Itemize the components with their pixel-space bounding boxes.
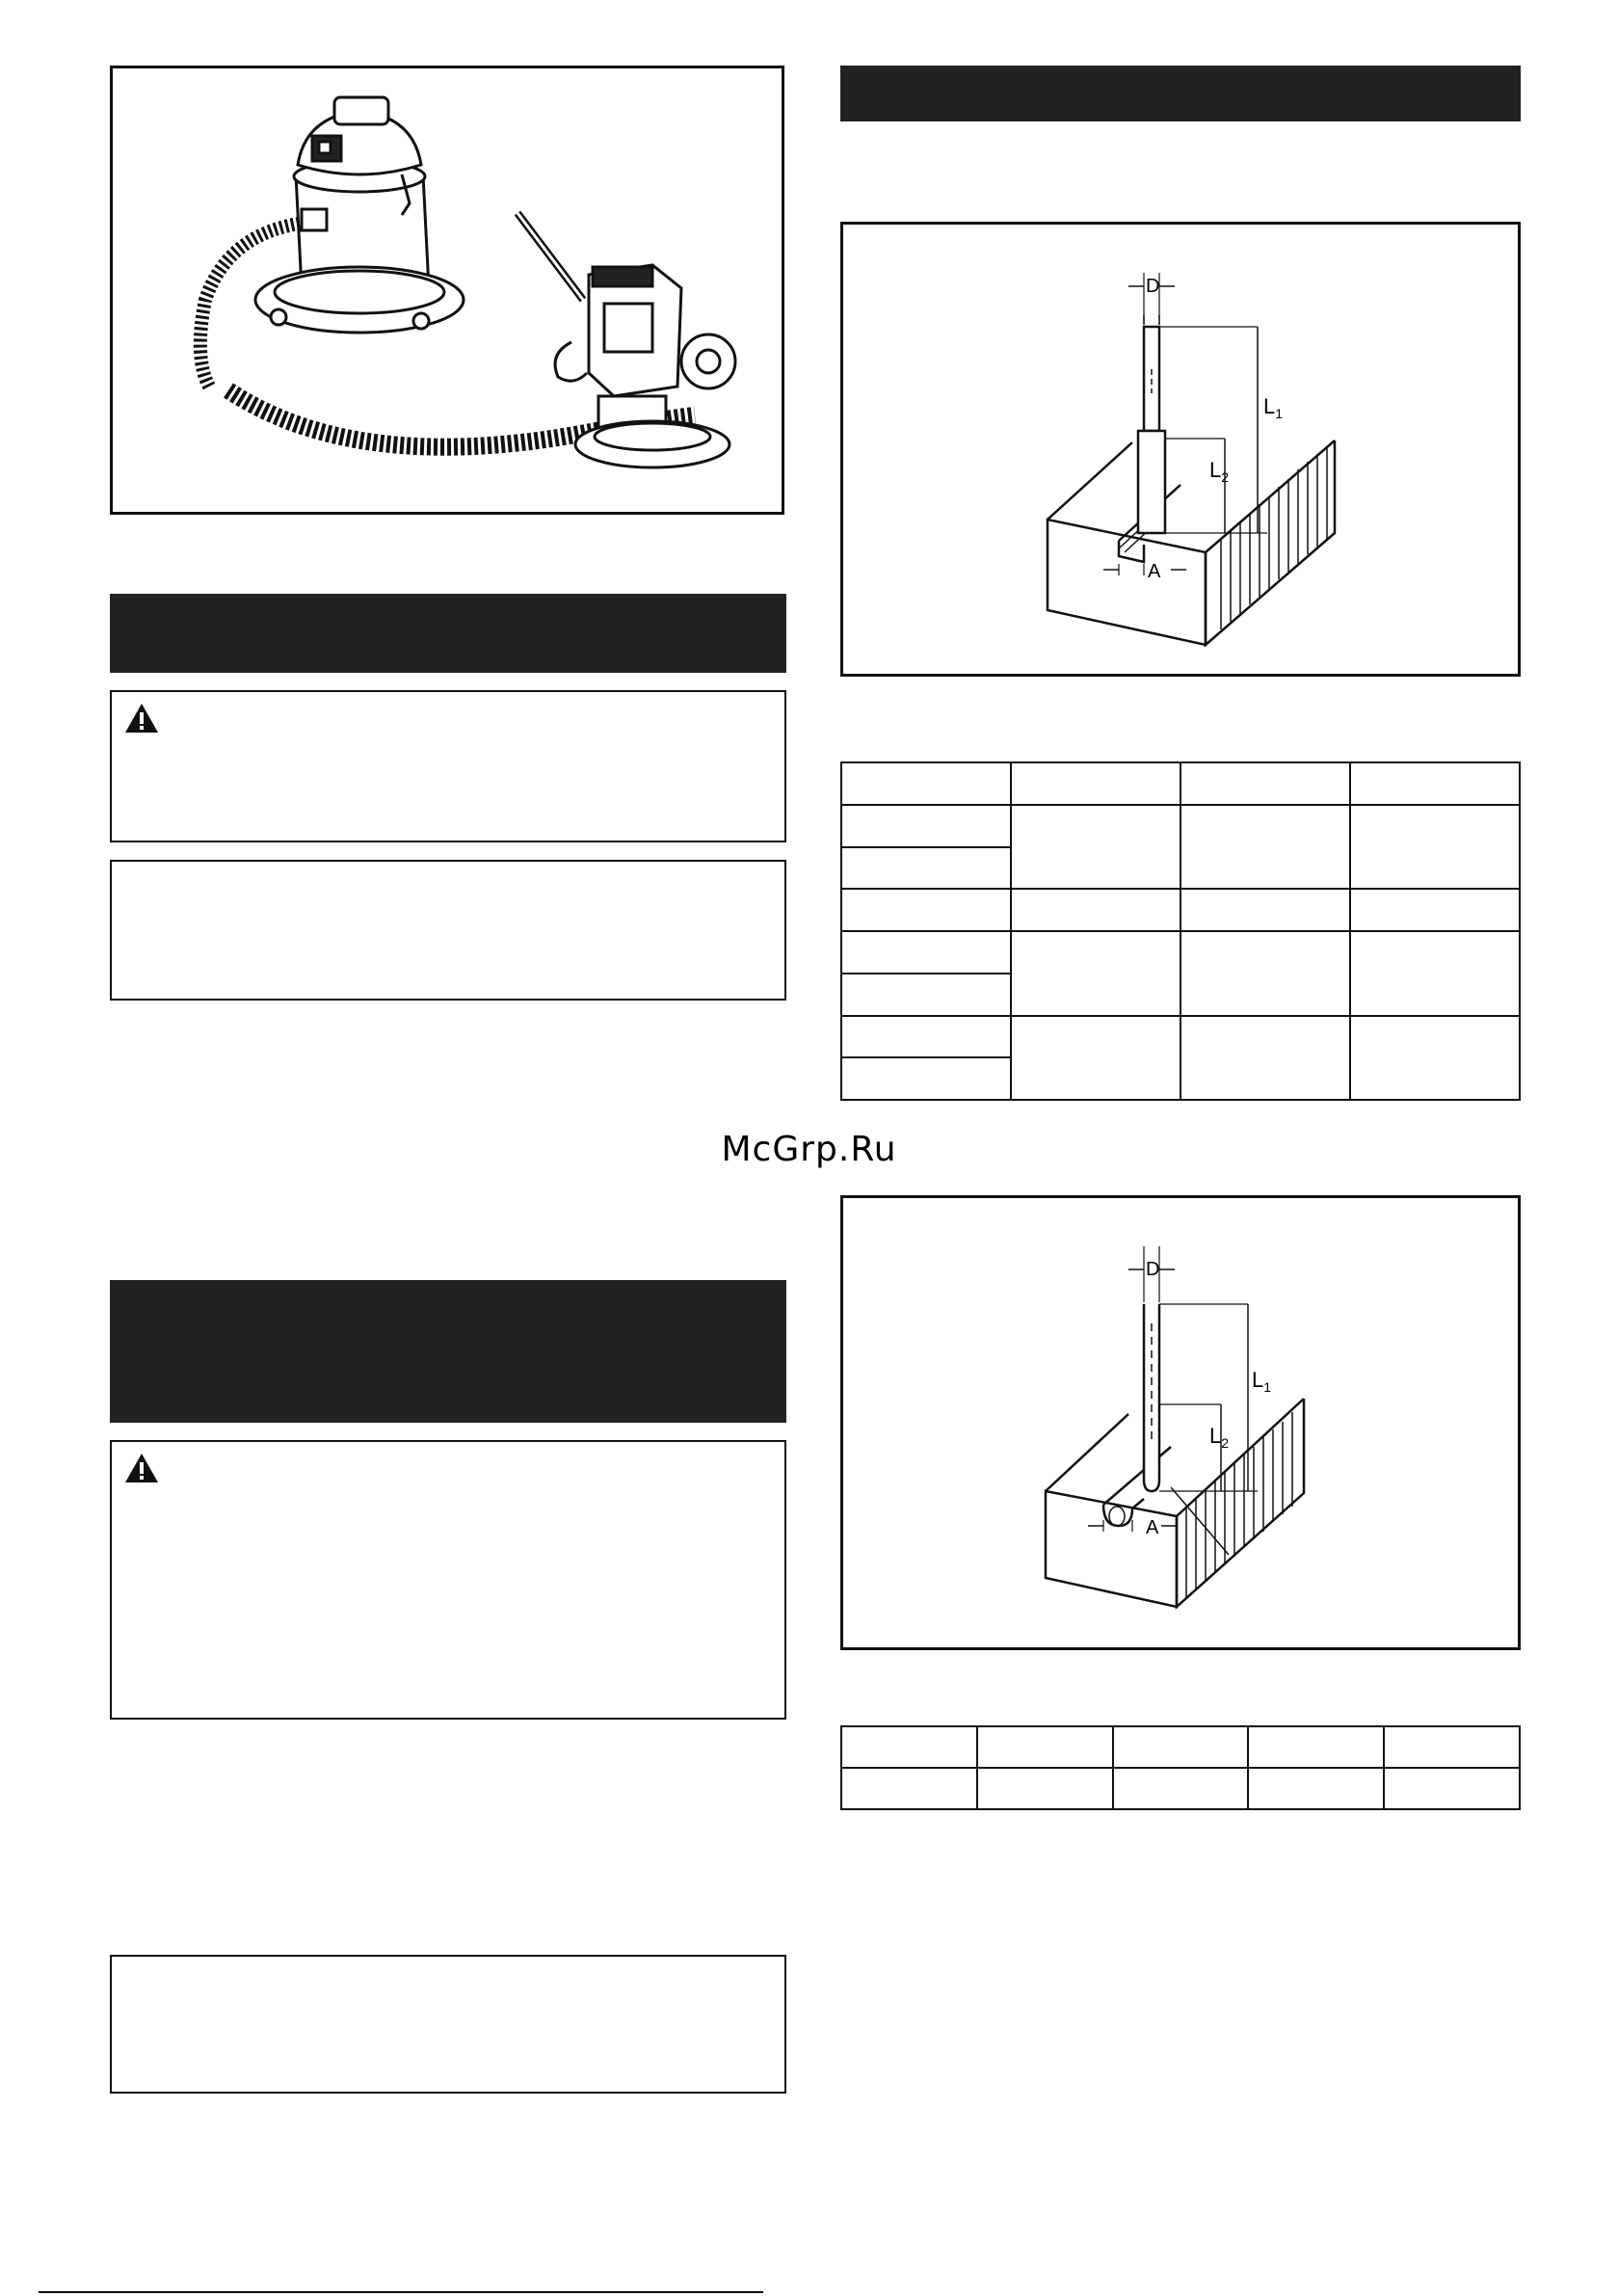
dim-label-d: D	[1146, 1259, 1160, 1280]
vacuum-router-illustration	[113, 68, 782, 512]
table-row	[841, 1726, 1520, 1768]
table-row	[841, 931, 1520, 974]
warning-triangle-icon	[123, 1452, 160, 1484]
table-row	[841, 1768, 1520, 1809]
warning-box	[110, 1440, 786, 1720]
bit-dimension-table	[840, 761, 1521, 1101]
table-row	[841, 889, 1520, 931]
straight-bit-diagram	[843, 225, 1518, 674]
dim-label-l1: $L_1$	[1263, 394, 1284, 421]
note-box	[110, 860, 786, 1001]
footer-rule	[39, 2291, 763, 2293]
note-box	[110, 1955, 786, 2094]
watermark: McGrp.Ru	[721, 1130, 897, 1169]
warning-triangle-icon	[123, 702, 160, 734]
u-groove-bit-table	[840, 1725, 1521, 1810]
u-groove-bit-diagram	[843, 1198, 1518, 1647]
table-row	[841, 805, 1520, 847]
dim-label-l1: $L_1$	[1252, 1368, 1272, 1395]
dim-label-a: A	[1146, 1517, 1159, 1538]
warning-box	[110, 690, 786, 842]
section-header-bar	[840, 66, 1521, 121]
dim-label-l2: $L_2$	[1209, 458, 1230, 485]
vacuum-router-figure	[110, 66, 784, 515]
dim-label-a: A	[1148, 561, 1161, 582]
section-header-bar	[110, 1280, 786, 1423]
u-groove-bit-figure	[840, 1195, 1521, 1650]
table-row	[841, 762, 1520, 805]
dim-label-d: D	[1146, 276, 1160, 297]
table-row	[841, 1016, 1520, 1058]
section-header-bar	[110, 594, 786, 673]
straight-bit-figure	[840, 222, 1521, 677]
dim-label-l2: $L_2$	[1209, 1424, 1230, 1451]
